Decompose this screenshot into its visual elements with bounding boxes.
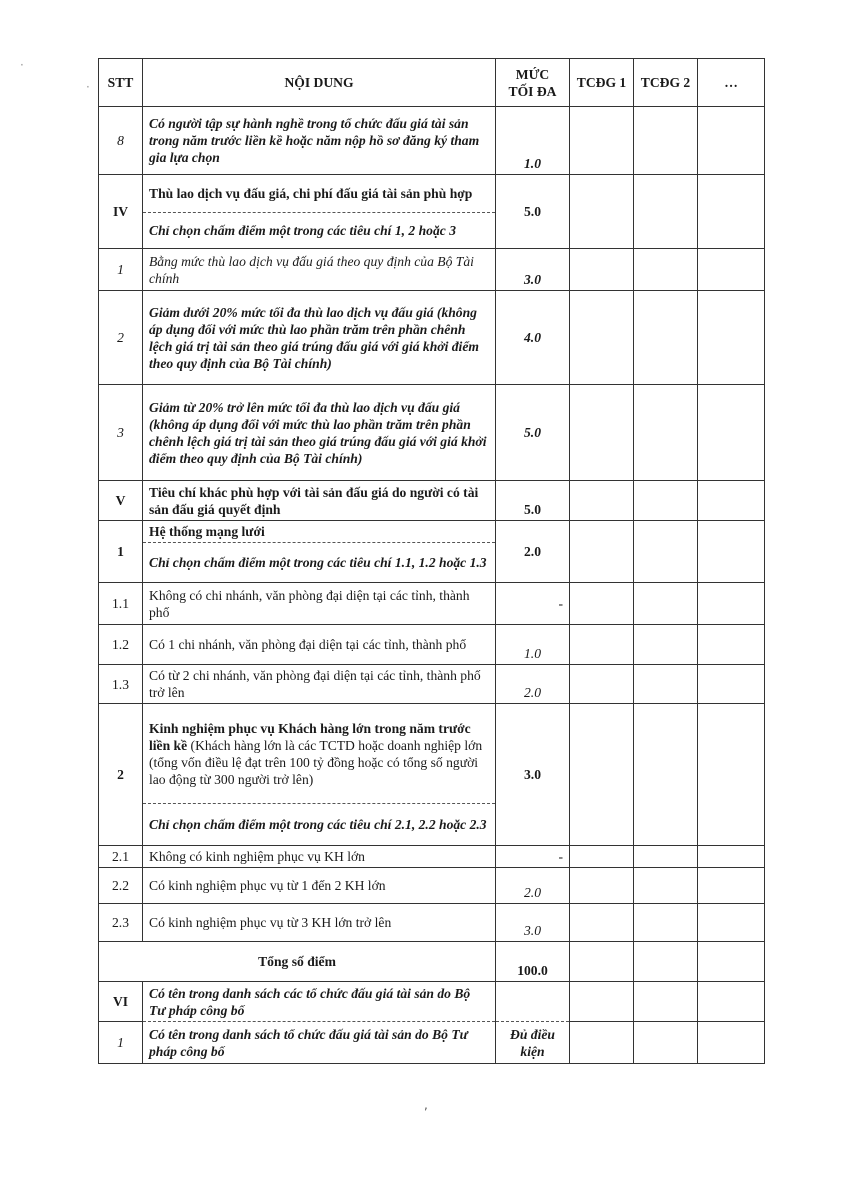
more-cell: [698, 704, 765, 846]
tcdg1-cell: [570, 704, 634, 846]
row-max-score: -: [496, 583, 570, 625]
header-row: [99, 59, 765, 107]
row-content: Không có chi nhánh, văn phòng đại diện tại các tỉnh, thành phố: [143, 583, 496, 625]
tcdg2-cell: [634, 846, 698, 868]
row-max-score: Đủ điều kiện: [496, 1022, 570, 1064]
table-row: [99, 904, 765, 942]
row-max-score: 1.0: [496, 625, 570, 665]
more-cell: [698, 982, 765, 1022]
more-cell: [698, 625, 765, 665]
row-max-score: 3.0: [496, 704, 570, 846]
table-row: [99, 583, 765, 625]
tcdg1-cell: [570, 942, 634, 982]
row-note: Chỉ chọn chấm điểm một trong các tiêu chí 1.1, 1.2 hoặc 1.3: [143, 543, 496, 583]
row-stt: 8: [99, 107, 143, 175]
tcdg1-cell: [570, 583, 634, 625]
row-stt: 1: [99, 1022, 143, 1064]
row-stt: VI: [99, 982, 143, 1022]
row-max-score: 5.0: [496, 481, 570, 521]
header-tcdg-1: TCĐG 1: [570, 59, 634, 107]
table-row: [99, 625, 765, 665]
more-cell: [698, 665, 765, 704]
total-max-score: 100.0: [496, 942, 570, 982]
table-row: [99, 846, 765, 868]
row-stt: 1.3: [99, 665, 143, 704]
tcdg2-cell: [634, 904, 698, 942]
more-cell: [698, 107, 765, 175]
scan-speck: ,: [424, 1098, 428, 1112]
row-content: Có kinh nghiệm phục vụ từ 1 đến 2 KH lớn: [143, 868, 496, 904]
more-cell: [698, 904, 765, 942]
tcdg2-cell: [634, 521, 698, 583]
tcdg2-cell: [634, 868, 698, 904]
header-content: NỘI DUNG: [143, 59, 496, 107]
table-row: [99, 175, 765, 213]
more-cell: [698, 291, 765, 385]
tcdg1-cell: [570, 982, 634, 1022]
table-row: [99, 704, 765, 804]
row-max-score: 2.0: [496, 868, 570, 904]
more-cell: [698, 1022, 765, 1064]
total-label: Tổng số điểm: [99, 942, 496, 982]
scan-speck: ·: [86, 80, 90, 94]
more-cell: [698, 846, 765, 868]
more-cell: [698, 385, 765, 481]
tcdg1-cell: [570, 521, 634, 583]
row-content: Không có kinh nghiệm phục vụ KH lớn: [143, 846, 496, 868]
row-content: Có 1 chi nhánh, văn phòng đại diện tại các tỉnh, thành phố: [143, 625, 496, 665]
row-max-score: 4.0: [496, 291, 570, 385]
scan-speck: ·: [20, 58, 24, 72]
row-stt: 2.2: [99, 868, 143, 904]
row-note: Chỉ chọn chấm điểm một trong các tiêu chí 1, 2 hoặc 3: [143, 213, 496, 249]
tcdg1-cell: [570, 385, 634, 481]
row-title: Thù lao dịch vụ đấu giá, chi phí đấu giá tài sản phù hợp: [143, 175, 496, 213]
row-max-score: [496, 982, 570, 1022]
row-stt: 2: [99, 291, 143, 385]
table-row: [99, 1022, 765, 1064]
row-max-score: 2.0: [496, 665, 570, 704]
tcdg1-cell: [570, 846, 634, 868]
tcdg2-cell: [634, 942, 698, 982]
row-max-score: 3.0: [496, 904, 570, 942]
row-title: Kinh nghiệm phục vụ Khách hàng lớn trong năm trước liền kề: [149, 720, 471, 753]
tcdg2-cell: [634, 704, 698, 846]
tcdg2-cell: [634, 583, 698, 625]
tcdg2-cell: [634, 665, 698, 704]
table-row: [99, 868, 765, 904]
tcdg1-cell: [570, 625, 634, 665]
tcdg1-cell: [570, 481, 634, 521]
row-stt: IV: [99, 175, 143, 249]
table-row: [99, 481, 765, 521]
row-title-cell: [143, 704, 496, 804]
row-stt: 1: [99, 249, 143, 291]
table-row: [99, 982, 765, 1022]
header-max-score: MỨC TỐI ĐA: [496, 59, 570, 107]
row-title: Hệ thống mạng lưới: [143, 521, 496, 543]
row-content: Tiêu chí khác phù hợp với tài sản đấu giá do người có tài sản đấu giá quyết định: [143, 481, 496, 521]
header-stt: STT: [99, 59, 143, 107]
row-stt: 1: [99, 521, 143, 583]
tcdg2-cell: [634, 385, 698, 481]
tcdg2-cell: [634, 982, 698, 1022]
row-stt: 3: [99, 385, 143, 481]
tcdg1-cell: [570, 665, 634, 704]
tcdg2-cell: [634, 107, 698, 175]
table-row: [99, 107, 765, 175]
tcdg1-cell: [570, 175, 634, 249]
row-content: Có tên trong danh sách tổ chức đấu giá tài sản do Bộ Tư pháp công bố: [143, 1022, 496, 1064]
row-title-detail: (Khách hàng lớn là các TCTD hoặc doanh nghiệp lớn (tổng vốn điều lệ đạt trên 100 tỷ đồng hoặc có tổng số người lao động từ 300 người trở lên): [149, 737, 483, 787]
more-cell: [698, 175, 765, 249]
row-stt: 1.2: [99, 625, 143, 665]
tcdg2-cell: [634, 625, 698, 665]
tcdg1-cell: [570, 1022, 634, 1064]
table-row: [99, 249, 765, 291]
header-more: …: [698, 59, 765, 107]
tcdg2-cell: [634, 1022, 698, 1064]
scoring-table: [98, 58, 765, 1064]
more-cell: [698, 481, 765, 521]
row-content: Có người tập sự hành nghề trong tổ chức đấu giá tài sản trong năm trước liền kề hoặc năm nộp hồ sơ đăng ký tham gia lựa chọn: [143, 107, 496, 175]
row-max-score: 5.0: [496, 385, 570, 481]
row-stt: 2.1: [99, 846, 143, 868]
row-note: Chỉ chọn chấm điểm một trong các tiêu chí 2.1, 2.2 hoặc 2.3: [143, 804, 496, 846]
tcdg1-cell: [570, 868, 634, 904]
more-cell: [698, 942, 765, 982]
row-content: Giảm dưới 20% mức tối đa thù lao dịch vụ đấu giá (không áp dụng đối với mức thù lao phần trăm trên phần chênh lệch giá trị tài sản theo giá trúng đấu giá với giá khởi điểm theo quy định của Bộ Tài chính): [143, 291, 496, 385]
row-stt: V: [99, 481, 143, 521]
row-content: Có tên trong danh sách các tổ chức đấu giá tài sản do Bộ Tư pháp công bố: [143, 982, 496, 1022]
row-max-score: 1.0: [496, 107, 570, 175]
tcdg1-cell: [570, 291, 634, 385]
tcdg2-cell: [634, 175, 698, 249]
row-stt: 2: [99, 704, 143, 846]
row-max-score: 5.0: [496, 175, 570, 249]
tcdg1-cell: [570, 249, 634, 291]
more-cell: [698, 583, 765, 625]
tcdg1-cell: [570, 904, 634, 942]
row-content: Có từ 2 chi nhánh, văn phòng đại diện tại các tỉnh, thành phố trở lên: [143, 665, 496, 704]
row-max-score: -: [496, 846, 570, 868]
tcdg2-cell: [634, 291, 698, 385]
header-tcdg-2: TCĐG 2: [634, 59, 698, 107]
row-content: Có kinh nghiệm phục vụ từ 3 KH lớn trở lên: [143, 904, 496, 942]
total-row: [99, 942, 765, 982]
row-stt: 2.3: [99, 904, 143, 942]
more-cell: [698, 868, 765, 904]
row-stt: 1.1: [99, 583, 143, 625]
table-row: [99, 291, 765, 385]
tcdg1-cell: [570, 107, 634, 175]
tcdg2-cell: [634, 481, 698, 521]
row-content: Giảm từ 20% trở lên mức tối đa thù lao dịch vụ đấu giá (không áp dụng đối với mức thù lao phần trăm trên phần chênh lệch giá trị tài sản theo giá trúng đấu giá với giá khởi điểm theo quy định của Bộ Tài chính): [143, 385, 496, 481]
row-max-score: 3.0: [496, 249, 570, 291]
more-cell: [698, 521, 765, 583]
row-content: Bằng mức thù lao dịch vụ đấu giá theo quy định của Bộ Tài chính: [143, 249, 496, 291]
table-row: [99, 665, 765, 704]
tcdg2-cell: [634, 249, 698, 291]
table-row: [99, 385, 765, 481]
row-max-score: 2.0: [496, 521, 570, 583]
table-row: [99, 521, 765, 543]
more-cell: [698, 249, 765, 291]
